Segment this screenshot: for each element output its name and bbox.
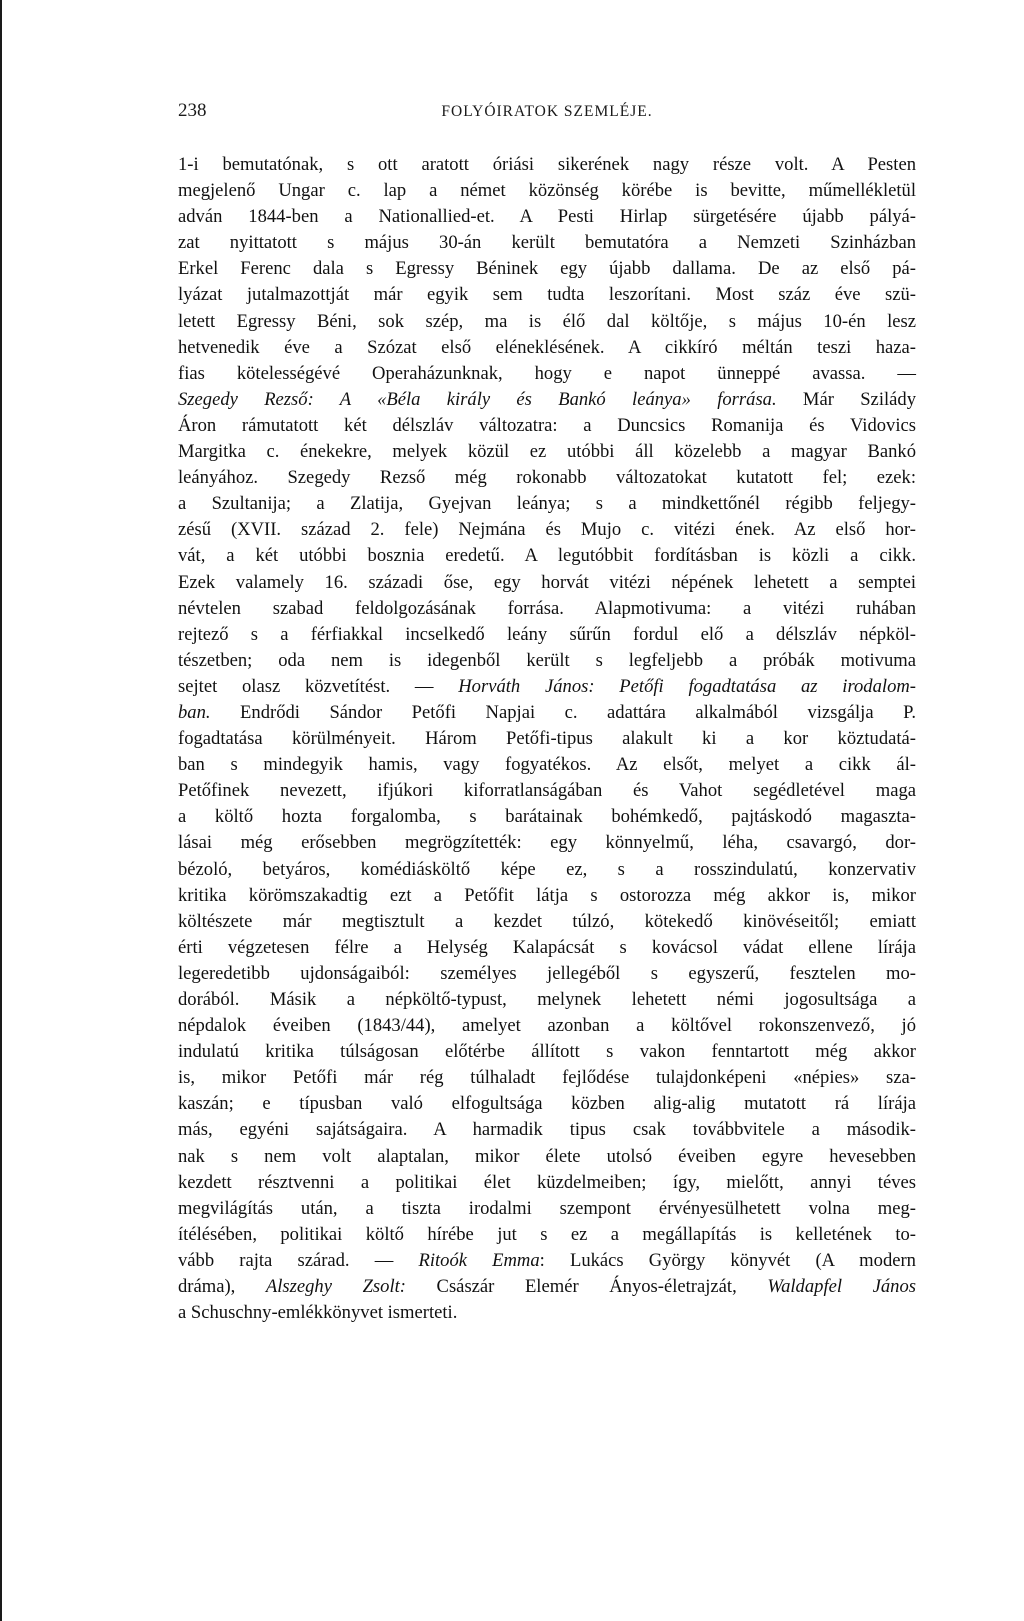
italic-segment: Waldapfel János	[767, 1276, 916, 1298]
text-segment: bézoló, betyáros, komédiásköltő képe ez, s a rosszindulatú, konzervativ	[178, 858, 916, 880]
text-line	[178, 1091, 916, 1117]
text-segment: népdalok éveiben (1843/44), amelyet azonban a költővel rokonszenvező, jó	[178, 1015, 916, 1037]
text-segment: : Lukács György könyvét (A modern	[539, 1249, 916, 1271]
text-segment: a Szultanija; a Zlatija, Gyejvan leánya; s a mindkettőnél régibb feljegy-	[178, 493, 916, 515]
text-line	[178, 256, 916, 282]
text-line	[178, 1117, 916, 1143]
text-segment: a költő hozta forgalomba, s barátainak bohémkedő, pajtáskodó magaszta-	[178, 806, 916, 828]
text-segment: dráma),	[178, 1276, 266, 1298]
text-line	[178, 570, 916, 596]
text-segment: megjelenő Ungar c. lap a német közönség körébe is bevitte, műmellékletül	[178, 180, 916, 202]
text-segment: Már Szilády	[776, 388, 916, 410]
text-line	[178, 517, 916, 543]
text-line	[178, 413, 916, 439]
text-segment: Áron rámutatott két délszláv változatra: a Duncsics Romanija és Vidovics	[178, 414, 916, 436]
text-segment: ban s mindegyik hamis, vagy fogyatékos. Az elsőt, melyet a cikk ál-	[178, 754, 916, 776]
text-line	[178, 465, 916, 491]
text-segment: kezdett résztvenni a politikai élet küzdelmeiben; így, mielőtt, annyi téves	[178, 1171, 916, 1193]
body-text	[178, 152, 916, 1326]
text-line	[178, 361, 916, 387]
italic-segment: Ritoók Emma	[418, 1249, 540, 1271]
text-line	[178, 282, 916, 308]
text-line	[178, 830, 916, 856]
text-segment: Erkel Ferenc dala s Egressy Béninek egy újabb dallama. De az első pá-	[178, 258, 916, 280]
text-segment: Petőfinek nevezett, ifjúkori kiforratlanságában és Vahot segédletével maga	[178, 780, 916, 802]
text-segment: hetvenedik éve a Szózat első eléneklésének. A cikkíró méltán teszi haza-	[178, 336, 916, 358]
text-segment: leányához. Szegedy Rezső még rokonabb változatokat kutatott fel; ezek:	[178, 467, 916, 489]
text-segment: sejtet olasz közvetítést. —	[178, 675, 459, 697]
text-line	[178, 909, 916, 935]
text-segment: zat nyittatott s május 30-án került bemutatóra a Nemzeti Szinházban	[178, 232, 916, 254]
text-segment: lásai még erősebben megrögzítették: egy könnyelmű, léha, csavargó, dor-	[178, 832, 916, 854]
text-segment: nak s nem volt alaptalan, mikor élete utolsó éveiben egyre hevesebben	[178, 1145, 916, 1167]
text-segment: fias kötelességévé Operaházunknak, hogy e napot ünneppé avassa. —	[178, 362, 916, 384]
text-segment: dorából. Másik a népköltő-typust, melynek lehetett némi jogosultsága a	[178, 989, 916, 1010]
text-line	[178, 804, 916, 830]
text-segment: is, mikor Petőfi már rég túlhaladt fejlődése tulajdonképeni «népies» sza-	[178, 1067, 916, 1089]
text-line	[178, 178, 916, 204]
text-segment: érti végzetesen félre a Helység Kalapácsát s kovácsol vádat ellene lírája	[178, 936, 916, 958]
text-line	[178, 543, 916, 569]
text-line	[178, 1013, 916, 1039]
text-segment: 1-i bemutatónak, s ott aratott óriási sikerének nagy része volt. A Pesten	[178, 154, 916, 175]
text-segment: fogadtatása körülményeit. Három Petőfi-tipus alakult ki a kor köztudatá-	[178, 728, 916, 750]
italic-segment: ban.	[178, 701, 211, 723]
text-line	[178, 1248, 916, 1274]
text-line	[178, 726, 916, 752]
page-number: 238	[178, 100, 207, 121]
text-line	[178, 961, 916, 987]
text-segment: indulatú kritika túlságosan előtérbe állított s vakon fenntartott még akkor	[178, 1041, 916, 1063]
running-title: FOLYÓIRATOK SZEMLÉJE.	[441, 103, 653, 120]
text-segment: más, egyéni sajátságaira. A harmadik tipus csak továbbvitele a második-	[178, 1119, 916, 1141]
text-line	[178, 935, 916, 961]
text-segment: adván 1844-ben a Nationallied-et. A Pesti Hirlap sürgetésére újabb pályá-	[178, 206, 916, 228]
text-line	[178, 700, 916, 726]
text-line	[178, 309, 916, 335]
text-line	[178, 1039, 916, 1065]
text-segment: ítélésében, politikai költő hírébe jut s ez a megállapítás is kelletének to-	[178, 1223, 916, 1245]
text-line	[178, 622, 916, 648]
text-segment: lyázat jutalmazottját már egyik sem tudta leszorítani. Most száz éve szü-	[178, 284, 916, 306]
text-segment: rejtező s a férfiakkal incselkedő leány sűrűn fordul elő a délszláv népköl-	[178, 623, 916, 645]
text-line	[178, 439, 916, 465]
page-header	[178, 100, 916, 126]
text-line	[178, 230, 916, 256]
text-line	[178, 648, 916, 674]
text-line	[178, 491, 916, 517]
text-line	[178, 1065, 916, 1091]
text-line	[178, 1196, 916, 1222]
italic-segment: Szegedy Rezső: A «Béla király és Bankó leánya» forrása.	[178, 388, 777, 410]
text-segment: letett Egressy Béni, sok szép, ma is élő dal költője, s május 10-én lesz	[178, 310, 916, 332]
italic-segment: Horváth János: Petőfi fogadtatása az irodalom-	[458, 675, 916, 697]
text-line	[178, 674, 916, 700]
text-line	[178, 1300, 916, 1326]
text-line	[178, 387, 916, 413]
text-line	[178, 1274, 916, 1300]
text-segment: vát, a két utóbbi bosznia eredetű. A legutóbbit fordításban is közli a cikk.	[178, 545, 916, 567]
text-segment: a Schuschny-emlékkönyvet ismerteti.	[178, 1302, 458, 1324]
text-segment: Császár Elemér Ányos-életrajzát,	[405, 1276, 768, 1298]
text-line	[178, 152, 916, 178]
italic-segment: Alszeghy Zsolt:	[265, 1276, 406, 1298]
text-line	[178, 596, 916, 622]
text-segment: legeredetibb ujdonságaiból: személyes jellegéből s egyszerű, fesztelen mo-	[178, 962, 916, 984]
text-line	[178, 1170, 916, 1196]
text-segment: Endrődi Sándor Petőfi Napjai c. adattára alkalmából vizsgálja P.	[210, 701, 916, 723]
text-segment: vább rajta szárad. —	[178, 1249, 419, 1271]
text-segment: tészetben; oda nem is idegenből került s legfeljebb a próbák motivuma	[178, 649, 916, 671]
text-segment: Margitka c. énekekre, melyek közül ez utóbbi áll közelebb a magyar Bankó	[178, 441, 916, 463]
text-line	[178, 857, 916, 883]
text-line	[178, 778, 916, 804]
text-segment: költészete már megtisztult a kezdet túlzó, kötekedő kinövéseitől; emiatt	[178, 910, 916, 932]
text-segment: kaszán; e típusban való elfogultsága közben alig-alig mutatott rá lírája	[178, 1093, 916, 1115]
text-line	[178, 1144, 916, 1170]
text-line	[178, 204, 916, 230]
text-segment: kritika körömszakadtig ezt a Petőfit látja s ostorozza még akkor is, mikor	[178, 884, 916, 906]
text-line	[178, 987, 916, 1013]
text-segment: zésű (XVII. század 2. fele) Nejmána és Mujo c. vitézi ének. Az első hor-	[178, 519, 916, 541]
text-line	[178, 883, 916, 909]
text-segment: megvilágítás után, a tiszta irodalmi szempont érvényesülhetett volna meg-	[178, 1197, 916, 1219]
text-line	[178, 752, 916, 778]
text-segment: névtelen szabad feldolgozásának forrása. Alapmotivuma: a vitézi ruhában	[178, 597, 916, 619]
text-segment: Ezek valamely 16. századi őse, egy horvát vitézi népének lehetett a semptei	[178, 571, 916, 593]
text-line	[178, 1222, 916, 1248]
page-edge-line	[0, 0, 2, 1621]
text-line	[178, 335, 916, 361]
